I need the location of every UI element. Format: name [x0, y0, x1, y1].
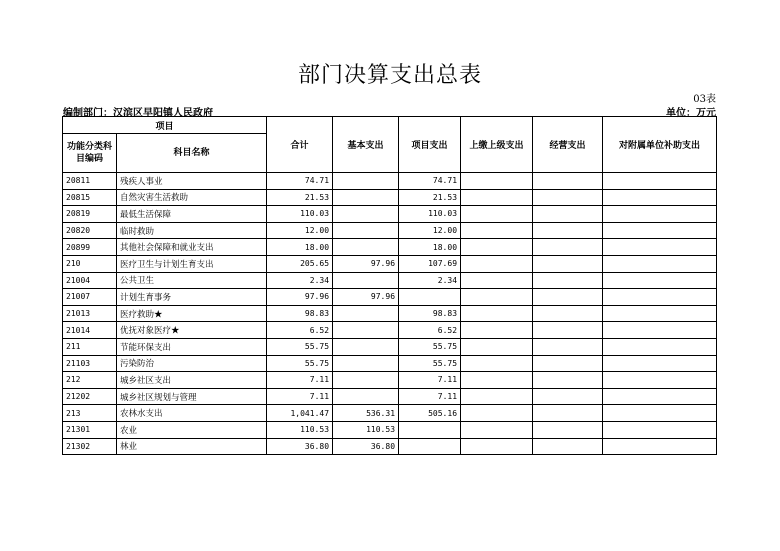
cell-upper [461, 173, 533, 190]
cell-name: 农林水支出 [117, 405, 267, 422]
cell-subsidy [603, 222, 717, 239]
cell-operating [533, 338, 603, 355]
cell-total: 74.71 [267, 173, 333, 190]
table-row [63, 222, 717, 239]
cell-name: 城乡社区规划与管理 [117, 388, 267, 405]
cell-code: 20899 [63, 239, 117, 256]
cell-code: 21004 [63, 272, 117, 289]
cell-name: 污染防治 [117, 355, 267, 372]
cell-upper [461, 289, 533, 306]
header-operating: 经营支出 [533, 117, 603, 173]
cell-subsidy [603, 421, 717, 438]
cell-basic [333, 222, 399, 239]
cell-total: 21.53 [267, 189, 333, 206]
cell-total: 97.96 [267, 289, 333, 306]
cell-project: 98.83 [399, 305, 461, 322]
cell-basic [333, 322, 399, 339]
table-row [63, 355, 717, 372]
cell-subsidy [603, 438, 717, 455]
cell-code: 21302 [63, 438, 117, 455]
header-total: 合计 [267, 117, 333, 173]
cell-name: 医疗救助★ [117, 305, 267, 322]
cell-subsidy [603, 206, 717, 223]
cell-name: 优抚对象医疗★ [117, 322, 267, 339]
cell-basic [333, 272, 399, 289]
cell-subsidy [603, 272, 717, 289]
cell-code: 21013 [63, 305, 117, 322]
cell-operating [533, 388, 603, 405]
cell-upper [461, 322, 533, 339]
page-title: 部门决算支出总表 [297, 63, 482, 88]
cell-code: 212 [63, 372, 117, 389]
table-row [63, 372, 717, 389]
cell-upper [461, 355, 533, 372]
cell-project: 6.52 [399, 322, 461, 339]
cell-subsidy [603, 372, 717, 389]
cell-upper [461, 255, 533, 272]
form-number: 03表 [693, 94, 716, 105]
table-row [63, 255, 717, 272]
cell-basic: 36.80 [333, 438, 399, 455]
cell-upper [461, 206, 533, 223]
cell-project: 110.03 [399, 206, 461, 223]
cell-upper [461, 372, 533, 389]
cell-project [399, 421, 461, 438]
cell-project [399, 438, 461, 455]
cell-operating [533, 355, 603, 372]
header-name: 科目名称 [117, 134, 267, 173]
cell-total: 36.80 [267, 438, 333, 455]
cell-basic [333, 189, 399, 206]
table-row [63, 189, 717, 206]
header-project-expenditure: 项目支出 [399, 117, 461, 173]
cell-total: 7.11 [267, 372, 333, 389]
cell-total: 110.03 [267, 206, 333, 223]
table-row [63, 405, 717, 422]
cell-name: 城乡社区支出 [117, 372, 267, 389]
table-body [63, 173, 717, 455]
cell-name: 计划生育事务 [117, 289, 267, 306]
cell-total: 98.83 [267, 305, 333, 322]
cell-code: 20815 [63, 189, 117, 206]
cell-basic [333, 206, 399, 223]
cell-project: 18.00 [399, 239, 461, 256]
department-label: 编制部门：汉滨区早阳镇人民政府 [63, 108, 213, 119]
cell-subsidy [603, 173, 717, 190]
cell-name: 其他社会保障和就业支出 [117, 239, 267, 256]
cell-project: 55.75 [399, 355, 461, 372]
unit-label: 单位：万元 [666, 108, 716, 119]
cell-upper [461, 222, 533, 239]
cell-name: 医疗卫生与计划生育支出 [117, 255, 267, 272]
cell-operating [533, 206, 603, 223]
cell-name: 公共卫生 [117, 272, 267, 289]
cell-code: 211 [63, 338, 117, 355]
table-row [63, 239, 717, 256]
cell-total: 2.34 [267, 272, 333, 289]
cell-code: 21202 [63, 388, 117, 405]
cell-operating [533, 255, 603, 272]
header-basic: 基本支出 [333, 117, 399, 173]
cell-operating [533, 289, 603, 306]
cell-project: 21.53 [399, 189, 461, 206]
cell-subsidy [603, 305, 717, 322]
table-row [63, 322, 717, 339]
header-subsidy: 对附属单位补助支出 [603, 117, 717, 173]
cell-total: 18.00 [267, 239, 333, 256]
cell-project: 2.34 [399, 272, 461, 289]
cell-basic [333, 372, 399, 389]
cell-operating [533, 438, 603, 455]
cell-total: 205.65 [267, 255, 333, 272]
cell-subsidy [603, 405, 717, 422]
cell-basic: 97.96 [333, 255, 399, 272]
cell-code: 20811 [63, 173, 117, 190]
cell-basic [333, 355, 399, 372]
table-row [63, 421, 717, 438]
cell-project: 55.75 [399, 338, 461, 355]
cell-subsidy [603, 239, 717, 256]
cell-operating [533, 189, 603, 206]
table-row [63, 305, 717, 322]
cell-subsidy [603, 355, 717, 372]
cell-project: 7.11 [399, 388, 461, 405]
cell-code: 21301 [63, 421, 117, 438]
cell-total: 12.00 [267, 222, 333, 239]
cell-operating [533, 222, 603, 239]
cell-basic [333, 305, 399, 322]
cell-subsidy [603, 338, 717, 355]
cell-subsidy [603, 255, 717, 272]
header-upper: 上缴上级支出 [461, 117, 533, 173]
cell-total: 110.53 [267, 421, 333, 438]
header-code: 功能分类科目编码 [63, 134, 117, 173]
cell-total: 55.75 [267, 338, 333, 355]
cell-name: 残疾人事业 [117, 173, 267, 190]
cell-project: 505.16 [399, 405, 461, 422]
cell-basic: 97.96 [333, 289, 399, 306]
cell-basic: 110.53 [333, 421, 399, 438]
cell-name: 临时救助 [117, 222, 267, 239]
cell-upper [461, 239, 533, 256]
cell-total: 6.52 [267, 322, 333, 339]
cell-total: 7.11 [267, 388, 333, 405]
table-row [63, 289, 717, 306]
cell-operating [533, 405, 603, 422]
cell-operating [533, 272, 603, 289]
table-row [63, 272, 717, 289]
cell-operating [533, 421, 603, 438]
cell-subsidy [603, 322, 717, 339]
expenditure-table [62, 116, 717, 455]
cell-name: 自然灾害生活救助 [117, 189, 267, 206]
cell-basic [333, 388, 399, 405]
cell-name: 农业 [117, 421, 267, 438]
cell-code: 20819 [63, 206, 117, 223]
cell-subsidy [603, 189, 717, 206]
cell-name: 最低生活保障 [117, 206, 267, 223]
cell-code: 21014 [63, 322, 117, 339]
cell-code: 210 [63, 255, 117, 272]
cell-basic [333, 239, 399, 256]
cell-total: 55.75 [267, 355, 333, 372]
cell-upper [461, 272, 533, 289]
table-row [63, 206, 717, 223]
cell-upper [461, 438, 533, 455]
cell-upper [461, 388, 533, 405]
cell-total: 1,041.47 [267, 405, 333, 422]
cell-code: 21007 [63, 289, 117, 306]
cell-name: 节能环保支出 [117, 338, 267, 355]
header-project: 项目 [63, 117, 267, 134]
cell-name: 林业 [117, 438, 267, 455]
table-row [63, 388, 717, 405]
cell-operating [533, 239, 603, 256]
cell-basic: 536.31 [333, 405, 399, 422]
cell-code: 20820 [63, 222, 117, 239]
cell-upper [461, 189, 533, 206]
cell-upper [461, 338, 533, 355]
cell-upper [461, 305, 533, 322]
table-row [63, 173, 717, 190]
cell-upper [461, 421, 533, 438]
cell-operating [533, 322, 603, 339]
cell-subsidy [603, 388, 717, 405]
cell-project: 74.71 [399, 173, 461, 190]
cell-subsidy [603, 289, 717, 306]
cell-project [399, 289, 461, 306]
cell-operating [533, 305, 603, 322]
cell-project: 7.11 [399, 372, 461, 389]
cell-basic [333, 173, 399, 190]
cell-upper [461, 405, 533, 422]
cell-project: 107.69 [399, 255, 461, 272]
cell-code: 21103 [63, 355, 117, 372]
table-row [63, 338, 717, 355]
cell-operating [533, 372, 603, 389]
cell-basic [333, 338, 399, 355]
cell-operating [533, 173, 603, 190]
cell-code: 213 [63, 405, 117, 422]
table-row [63, 438, 717, 455]
cell-project: 12.00 [399, 222, 461, 239]
